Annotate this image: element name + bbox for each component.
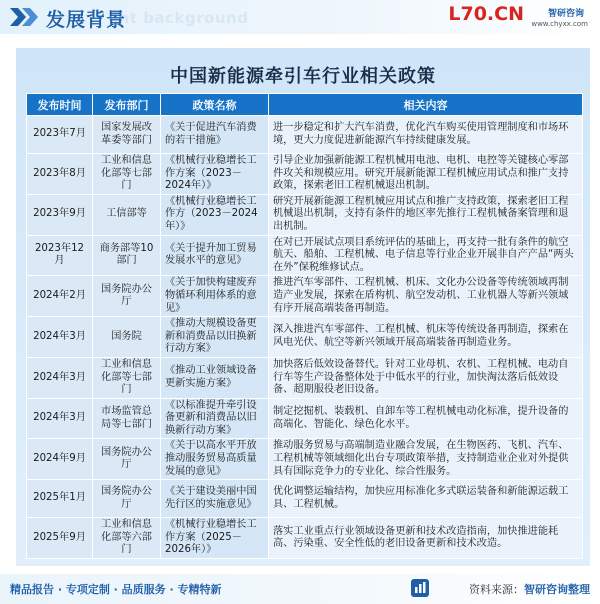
date-cell: 2023年12月	[27, 235, 93, 276]
source-value: 智研咨询整理	[524, 583, 590, 596]
department-cell: 工业和信息化部等六部门	[93, 518, 161, 559]
policy-name-cell: 《关于建设美丽中国先行区的实施意见》	[161, 480, 269, 518]
footer-source	[469, 581, 590, 597]
header-title: 发展背景	[46, 9, 127, 31]
content-cell: 深入推进汽车零部件、工程机械、机床等传统设备再制造，探索在风电光伏、航空等新兴领域开展高端装备再制造业务。	[269, 317, 583, 358]
table-row	[27, 194, 583, 235]
content-cell: 推进汽车零部件、工程机械、机床、文化办公设备等传统领域再制造产业发展，探索在盾构机、航空发动机、工业机器人等新兴领域有序开展高端装备再制造。	[269, 276, 583, 317]
brand-mark: L70.CN	[448, 3, 524, 25]
content-cell: 落实工业重点行业领域设备更新和技术改造指南，加快推进能耗高、污染重、安全性低的老旧设备更新和技术改造。	[269, 518, 583, 559]
table-row	[27, 357, 583, 398]
content-cell: 引导企业加强新能源工程机械用电池、电机、电控等关键核心零部件攻关和规模应用。研究开展新能源工程机械应用试点和推广支持政策，探索老旧工程机械退出机制。	[269, 154, 583, 195]
policy-name-cell: 《机械行业稳增长工作方（2023－2024年）》	[161, 194, 269, 235]
department-cell: 国家发展改革委等部门	[93, 116, 161, 154]
table-body	[27, 116, 583, 559]
column-header-content: 相关内容	[269, 94, 583, 116]
policy-name-cell: 《关于提升加工贸易发展水平的意见》	[161, 235, 269, 276]
footer-bar	[0, 574, 600, 604]
header-subtitle: ent background	[108, 9, 249, 27]
department-cell: 国务院办公厅	[93, 276, 161, 317]
department-cell: 工业和信息化部等七部门	[93, 357, 161, 398]
policy-table-wrap	[26, 93, 582, 559]
date-cell: 2024年3月	[27, 398, 93, 439]
table-row	[27, 116, 583, 154]
date-cell: 2023年9月	[27, 194, 93, 235]
brand-logo	[448, 3, 594, 31]
department-cell: 市场监管总局等七部门	[93, 398, 161, 439]
date-cell: 2023年7月	[27, 116, 93, 154]
date-cell: 2024年3月	[27, 317, 93, 358]
content-cell: 研究开展新能源工程机械应用试点和推广支持政策，探索老旧工程机械退出机制，支持有条件的地区率先推行工程机械备案管理和退出机制。	[269, 194, 583, 235]
policy-name-cell: 《机械行业稳增长工作方案（2025－2026年）》	[161, 518, 269, 559]
table-row	[27, 480, 583, 518]
double-chevron-icon	[10, 8, 40, 26]
policy-name-cell: 《推动大规模设备更新和消费品以旧换新行动方案》	[161, 317, 269, 358]
policy-name-cell: 《以标准提升牵引设备更新和消费品以旧换新行动方案》	[161, 398, 269, 439]
policy-name-cell: 《关于促进汽车消费的若干措施》	[161, 116, 269, 154]
source-label: 资料来源：	[469, 583, 524, 596]
date-cell: 2025年1月	[27, 480, 93, 518]
department-cell: 工业和信息化部等七部门	[93, 154, 161, 195]
department-cell: 商务部等10部门	[93, 235, 161, 276]
brand-url: www.chyxx.com	[531, 20, 588, 28]
content-cell: 在对已开展试点项目系统评估的基础上，再支持一批有条件的航空航天、船舶、工程机械、电子信息等行业企业开展非自产产品“两头在外”保税维修试点。	[269, 235, 583, 276]
policy-name-cell: 《关于以高水平开放推动服务贸易高质量发展的意见》	[161, 439, 269, 480]
policy-table	[26, 93, 583, 559]
brand-name: 智研咨询	[547, 9, 584, 19]
table-row	[27, 398, 583, 439]
table-title: 中国新能源牵引车行业相关政策	[170, 66, 436, 87]
table-row	[27, 154, 583, 195]
date-cell: 2024年3月	[27, 357, 93, 398]
table-row	[27, 235, 583, 276]
content-cell: 推动服务贸易与高端制造业融合发展，在生物医药、飞机、汽车、工程机械等领域细化出台专项政策举措，支持制造业企业对外提供具有国际竞争力的专业化、综合性服务。	[269, 439, 583, 480]
policy-card	[16, 48, 590, 566]
department-cell: 工信部等	[93, 194, 161, 235]
content-cell: 制定挖掘机、装载机、自卸车等工程机械电动化标准，提升设备的高端化、智能化、绿色化水平。	[269, 398, 583, 439]
header-bar	[0, 0, 600, 34]
department-cell: 国务院	[93, 317, 161, 358]
column-header-department: 发布部门	[93, 94, 161, 116]
date-cell: 2025年9月	[27, 518, 93, 559]
policy-name-cell: 《机械行业稳增长工作方案（2023－2024年）》	[161, 154, 269, 195]
table-row	[27, 317, 583, 358]
date-cell: 2024年2月	[27, 276, 93, 317]
footer-slogan: 精品报告 · 专项定制 · 品质服务 · 专精特新	[10, 583, 222, 596]
table-header-row	[27, 94, 583, 116]
table-row	[27, 518, 583, 559]
column-header-date: 发布时间	[27, 94, 93, 116]
content-cell: 加快落后低效设备替代。针对工业母机、农机、工程机械、电动自行车等生产设备整体处于中低水平的行业，加快淘汰落后低效设备、超期服役老旧设备。	[269, 357, 583, 398]
brand-logo-icon	[410, 578, 430, 598]
department-cell: 国务院办公厅	[93, 439, 161, 480]
column-header-policy: 政策名称	[161, 94, 269, 116]
content-cell: 进一步稳定和扩大汽车消费，优化汽车购买使用管理制度和市场环境，更大力度促进新能源汽车持续健康发展。	[269, 116, 583, 154]
department-cell: 国务院办公厅	[93, 480, 161, 518]
table-row	[27, 276, 583, 317]
table-row	[27, 439, 583, 480]
content-cell: 优化调整运输结构，加快应用标准化多式联运装备和新能源运载工具、工程机械。	[269, 480, 583, 518]
policy-name-cell: 《推动工业领域设备更新实施方案》	[161, 357, 269, 398]
policy-name-cell: 《关于加快构建废弃物循环利用体系的意见》	[161, 276, 269, 317]
date-cell: 2024年9月	[27, 439, 93, 480]
date-cell: 2023年8月	[27, 154, 93, 195]
